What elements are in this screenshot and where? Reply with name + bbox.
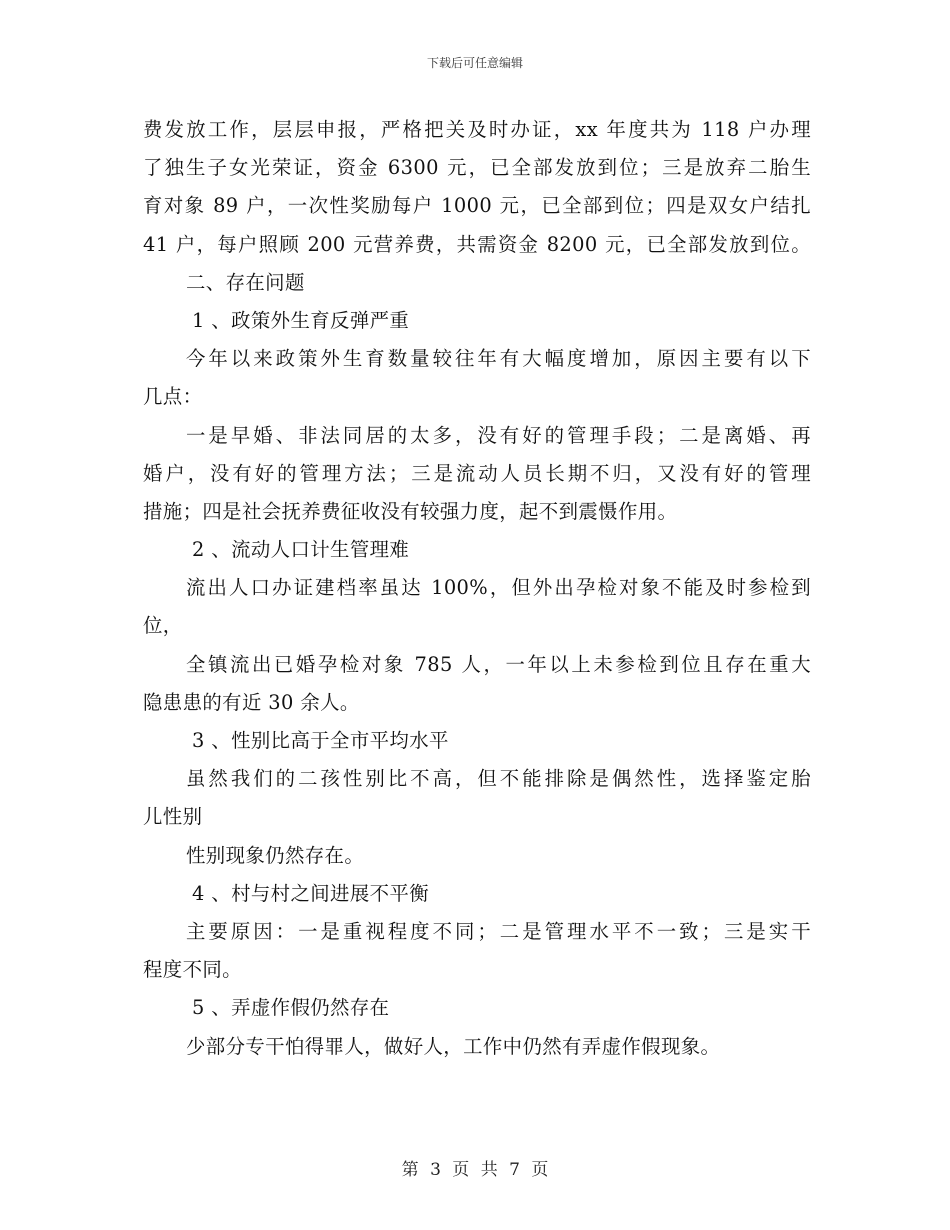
subsection-heading: 1 、政策外生育反弹严重 [192,308,410,332]
paragraph-line: 性别现象仍然存在。 [186,843,365,867]
subsection-heading: 4 、村与村之间进展不平衡 [192,881,429,905]
paragraph-line: 育对象 89 户，一次性奖励每户 1000 元，已全部到位；四是双女户结扎 [143,194,811,218]
paragraph-line: 今年以来政策外生育数量较往年有大幅度增加，原因主要有以下 [186,347,811,371]
section-heading: 二、存在问题 [186,270,305,294]
paragraph-line: 全镇流出已婚孕检对象 785 人，一年以上未参检到位且存在重大 [186,652,811,676]
body-text [143,111,811,1066]
paragraph-line: 程度不同。 [143,958,242,982]
paragraph-line: 儿性别 [143,805,203,829]
paragraph-line: 隐患患的有近 30 余人。 [143,690,360,714]
paragraph-line: 几点： [143,385,203,409]
paragraph-line: 虽然我们的二孩性别比不高，但不能排除是偶然性，选择鉴定胎 [186,767,811,791]
paragraph-line: 主要原因：一是重视程度不同；二是管理水平不一致；三是实干 [186,919,811,943]
paragraph-line: 少部分专干怕得罪人，做好人，工作中仍然有弄虚作假现象。 [186,1034,721,1058]
subsection-heading: 3 、性别比高于全市平均水平 [192,729,449,752]
paragraph-line: 婚户，没有好的管理方法；三是流动人员长期不归，又没有好的管理 [143,461,811,485]
paragraph-line: 41 户，每户照顾 200 元营养费，共需资金 8200 元，已全部发放到位。 [143,232,811,256]
page-header: 下载后可任意编辑 [426,56,523,70]
page-footer: 第 3 页 共 7 页 [401,1160,549,1180]
paragraph-line: 流出人口办证建档率虽达 100%，但外出孕检对象不能及时参检到 [186,576,811,600]
paragraph-line: 位， [143,614,183,638]
subsection-heading: 5 、弄虚作假仍然存在 [192,996,390,1020]
paragraph-line: 措施；四是社会抚养费征收没有较强力度，起不到震慑作用。 [143,499,678,523]
paragraph-line: 费发放工作，层层申报，严格把关及时办证，xx 年度共为 118 户办理 [143,118,811,141]
paragraph-line: 一是早婚、非法同居的太多，没有好的管理手段；二是离婚、再 [186,423,811,447]
paragraph-line: 了独生子女光荣证，资金 6300 元，已全部发放到位；三是放弃二胎生 [143,156,811,180]
subsection-heading: 2 、流动人口计生管理难 [192,538,410,562]
